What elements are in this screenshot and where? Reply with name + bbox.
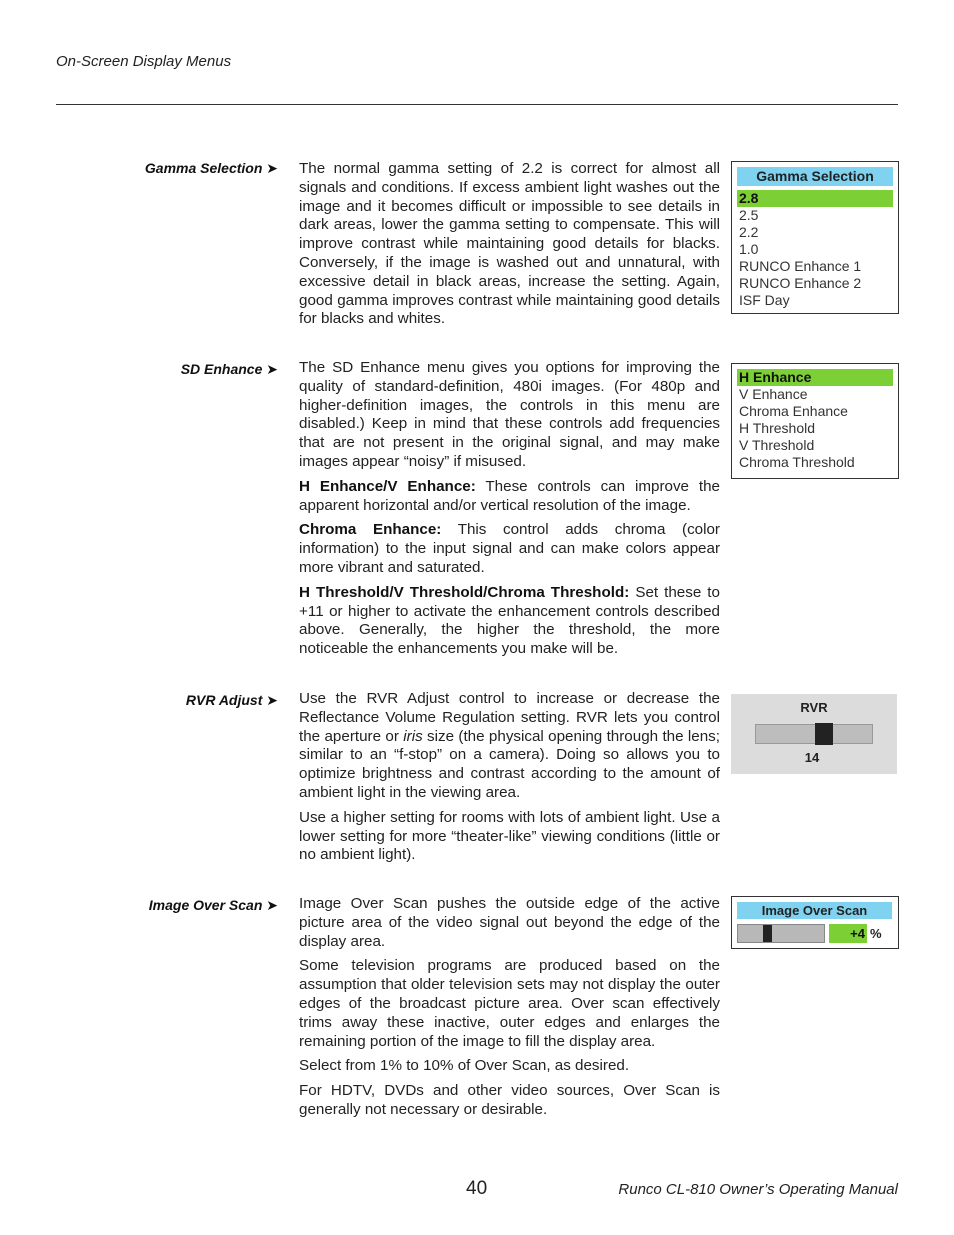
sd-item-term: H Enhance/V Enhance: — [299, 477, 476, 495]
sd-item-h-v-enhance — [299, 478, 720, 516]
rvr-text-a: Use the RVR Adjust control to increase or decrease the Reflectance Volume Regulation setting. RVR lets you control the aperture or — [299, 690, 720, 745]
image-over-scan-label: Image Over Scan ➤ — [148, 897, 278, 913]
overscan-paragraph: Select from 1% to 10% of Over Scan, as desired. — [299, 1057, 630, 1075]
rvr-slider-track[interactable] — [755, 724, 873, 744]
gamma-menu-option[interactable]: ISF Day — [739, 292, 790, 308]
gamma-menu-option[interactable]: 2.5 — [739, 207, 759, 223]
running-header: On-Screen Display Menus — [56, 53, 232, 70]
sd-menu-option[interactable]: Chroma Threshold — [739, 454, 855, 470]
overscan-paragraph: Some television programs are produced based on the assumption that older television sets may not display the outer edges of the broadcast picture area. Over scan effectively trims away these inactive, outer edges and enlarges the remaining portion of the image to fill the display area. — [299, 957, 720, 1050]
image-over-scan-osd — [731, 896, 899, 949]
rvr-adjust-label: RVR Adjust ➤ — [185, 692, 278, 708]
sd-item-chroma-enhance — [299, 521, 720, 577]
gamma-menu-title: Gamma Selection — [737, 167, 893, 186]
rvr-adjust-text — [299, 690, 720, 871]
sd-item-text: Set these to +11 or higher to activate the enhancement controls described above. Generally, the higher the threshold, the more noticeable the enhancements you make will be. — [299, 583, 720, 658]
sd-enhance-text — [299, 359, 720, 665]
rvr-text-iris: iris — [403, 727, 423, 745]
sd-item-term: Chroma Enhance: — [299, 521, 442, 539]
sd-item-text: These controls can improve the apparent horizontal and/or vertical resolution of the image. — [299, 477, 720, 514]
header-rule — [56, 104, 898, 105]
rvr-paragraph-1 — [299, 690, 720, 803]
gamma-menu-option[interactable]: RUNCO Enhance 1 — [739, 258, 862, 274]
sd-enhance-paragraph: The SD Enhance menu gives you options for improving the quality of standard-definition, 480i images. (For 480p and higher-definition images, the controls in this menu are disabled.) Keep in mind that these controls add frequencies that are not present in the original signal, and may make images appear “noisy” if misused. — [299, 359, 720, 470]
gamma-menu-option[interactable]: RUNCO Enhance 2 — [739, 275, 862, 291]
gamma-menu-option[interactable]: 1.0 — [739, 241, 759, 257]
manual-title: Runco CL-810 Owner’s Operating Manual — [618, 1181, 898, 1198]
overscan-value: +4 — [829, 924, 867, 943]
rvr-osd — [731, 694, 897, 774]
sd-menu-option[interactable]: V Enhance — [739, 386, 808, 402]
overscan-title: Image Over Scan — [737, 902, 892, 919]
sd-menu-option[interactable]: Chroma Enhance — [739, 403, 848, 419]
overscan-unit: % — [870, 926, 882, 941]
rvr-text-b: size (the physical opening through the lens; similar to an “f-stop” on a camera). Doing so allows you to optimize brightness and contrast according to the amount of ambient light in the viewing area. — [299, 727, 720, 801]
gamma-menu-option[interactable]: 2.2 — [739, 224, 759, 240]
sd-item-thresholds — [299, 584, 720, 659]
gamma-selection-label: Gamma Selection ➤ — [144, 160, 278, 176]
rvr-slider-thumb[interactable] — [815, 723, 833, 745]
overscan-slider-thumb[interactable] — [763, 925, 772, 942]
overscan-paragraph: For HDTV, DVDs and other video sources, Over Scan is generally not necessary or desirable. — [299, 1082, 720, 1118]
sd-enhance-menu — [731, 363, 899, 479]
overscan-slider-track[interactable] — [737, 924, 825, 943]
gamma-selection-text — [299, 160, 720, 335]
sd-item-text: This control adds chroma (color information) to the input signal and can make colors appear more vibrant and saturated. — [299, 521, 720, 576]
sd-item-term: H Threshold/V Threshold/Chroma Threshold: — [299, 583, 630, 601]
rvr-paragraph-2: Use a higher setting for rooms with lots of ambient light. Use a lower setting for more “theater-like” viewing conditions (little or no ambient light). — [299, 808, 720, 864]
sd-enhance-label: SD Enhance ➤ — [180, 361, 278, 377]
gamma-paragraph: The normal gamma setting of 2.2 is correct for almost all signals and conditions. If excess ambient light washes out the image and it becomes difficult or impossible to see details in dark areas, lower the gamma setting to compensate. This will improve contrast while maintaining good details for blacks. Conversely, if the image is washed out and unnatural, with excessive detail in black areas, increase the setting. Again, good gamma improves contrast while maintaining good details for blacks and whites. — [299, 160, 720, 328]
page-number: 40 — [466, 1178, 488, 1199]
sd-menu-option[interactable]: V Threshold — [739, 437, 815, 453]
sd-menu-selected[interactable]: H Enhance — [737, 369, 893, 386]
sd-menu-option[interactable]: H Threshold — [739, 420, 816, 436]
rvr-title: RVR — [800, 700, 828, 715]
overscan-paragraph: Image Over Scan pushes the outside edge of the active picture area of the video signal out beyond the edge of the display area. — [299, 895, 720, 950]
image-over-scan-text — [299, 895, 720, 1126]
gamma-selection-menu — [731, 161, 899, 314]
rvr-value: 14 — [804, 750, 820, 765]
gamma-menu-selected[interactable]: 2.8 — [737, 190, 893, 207]
